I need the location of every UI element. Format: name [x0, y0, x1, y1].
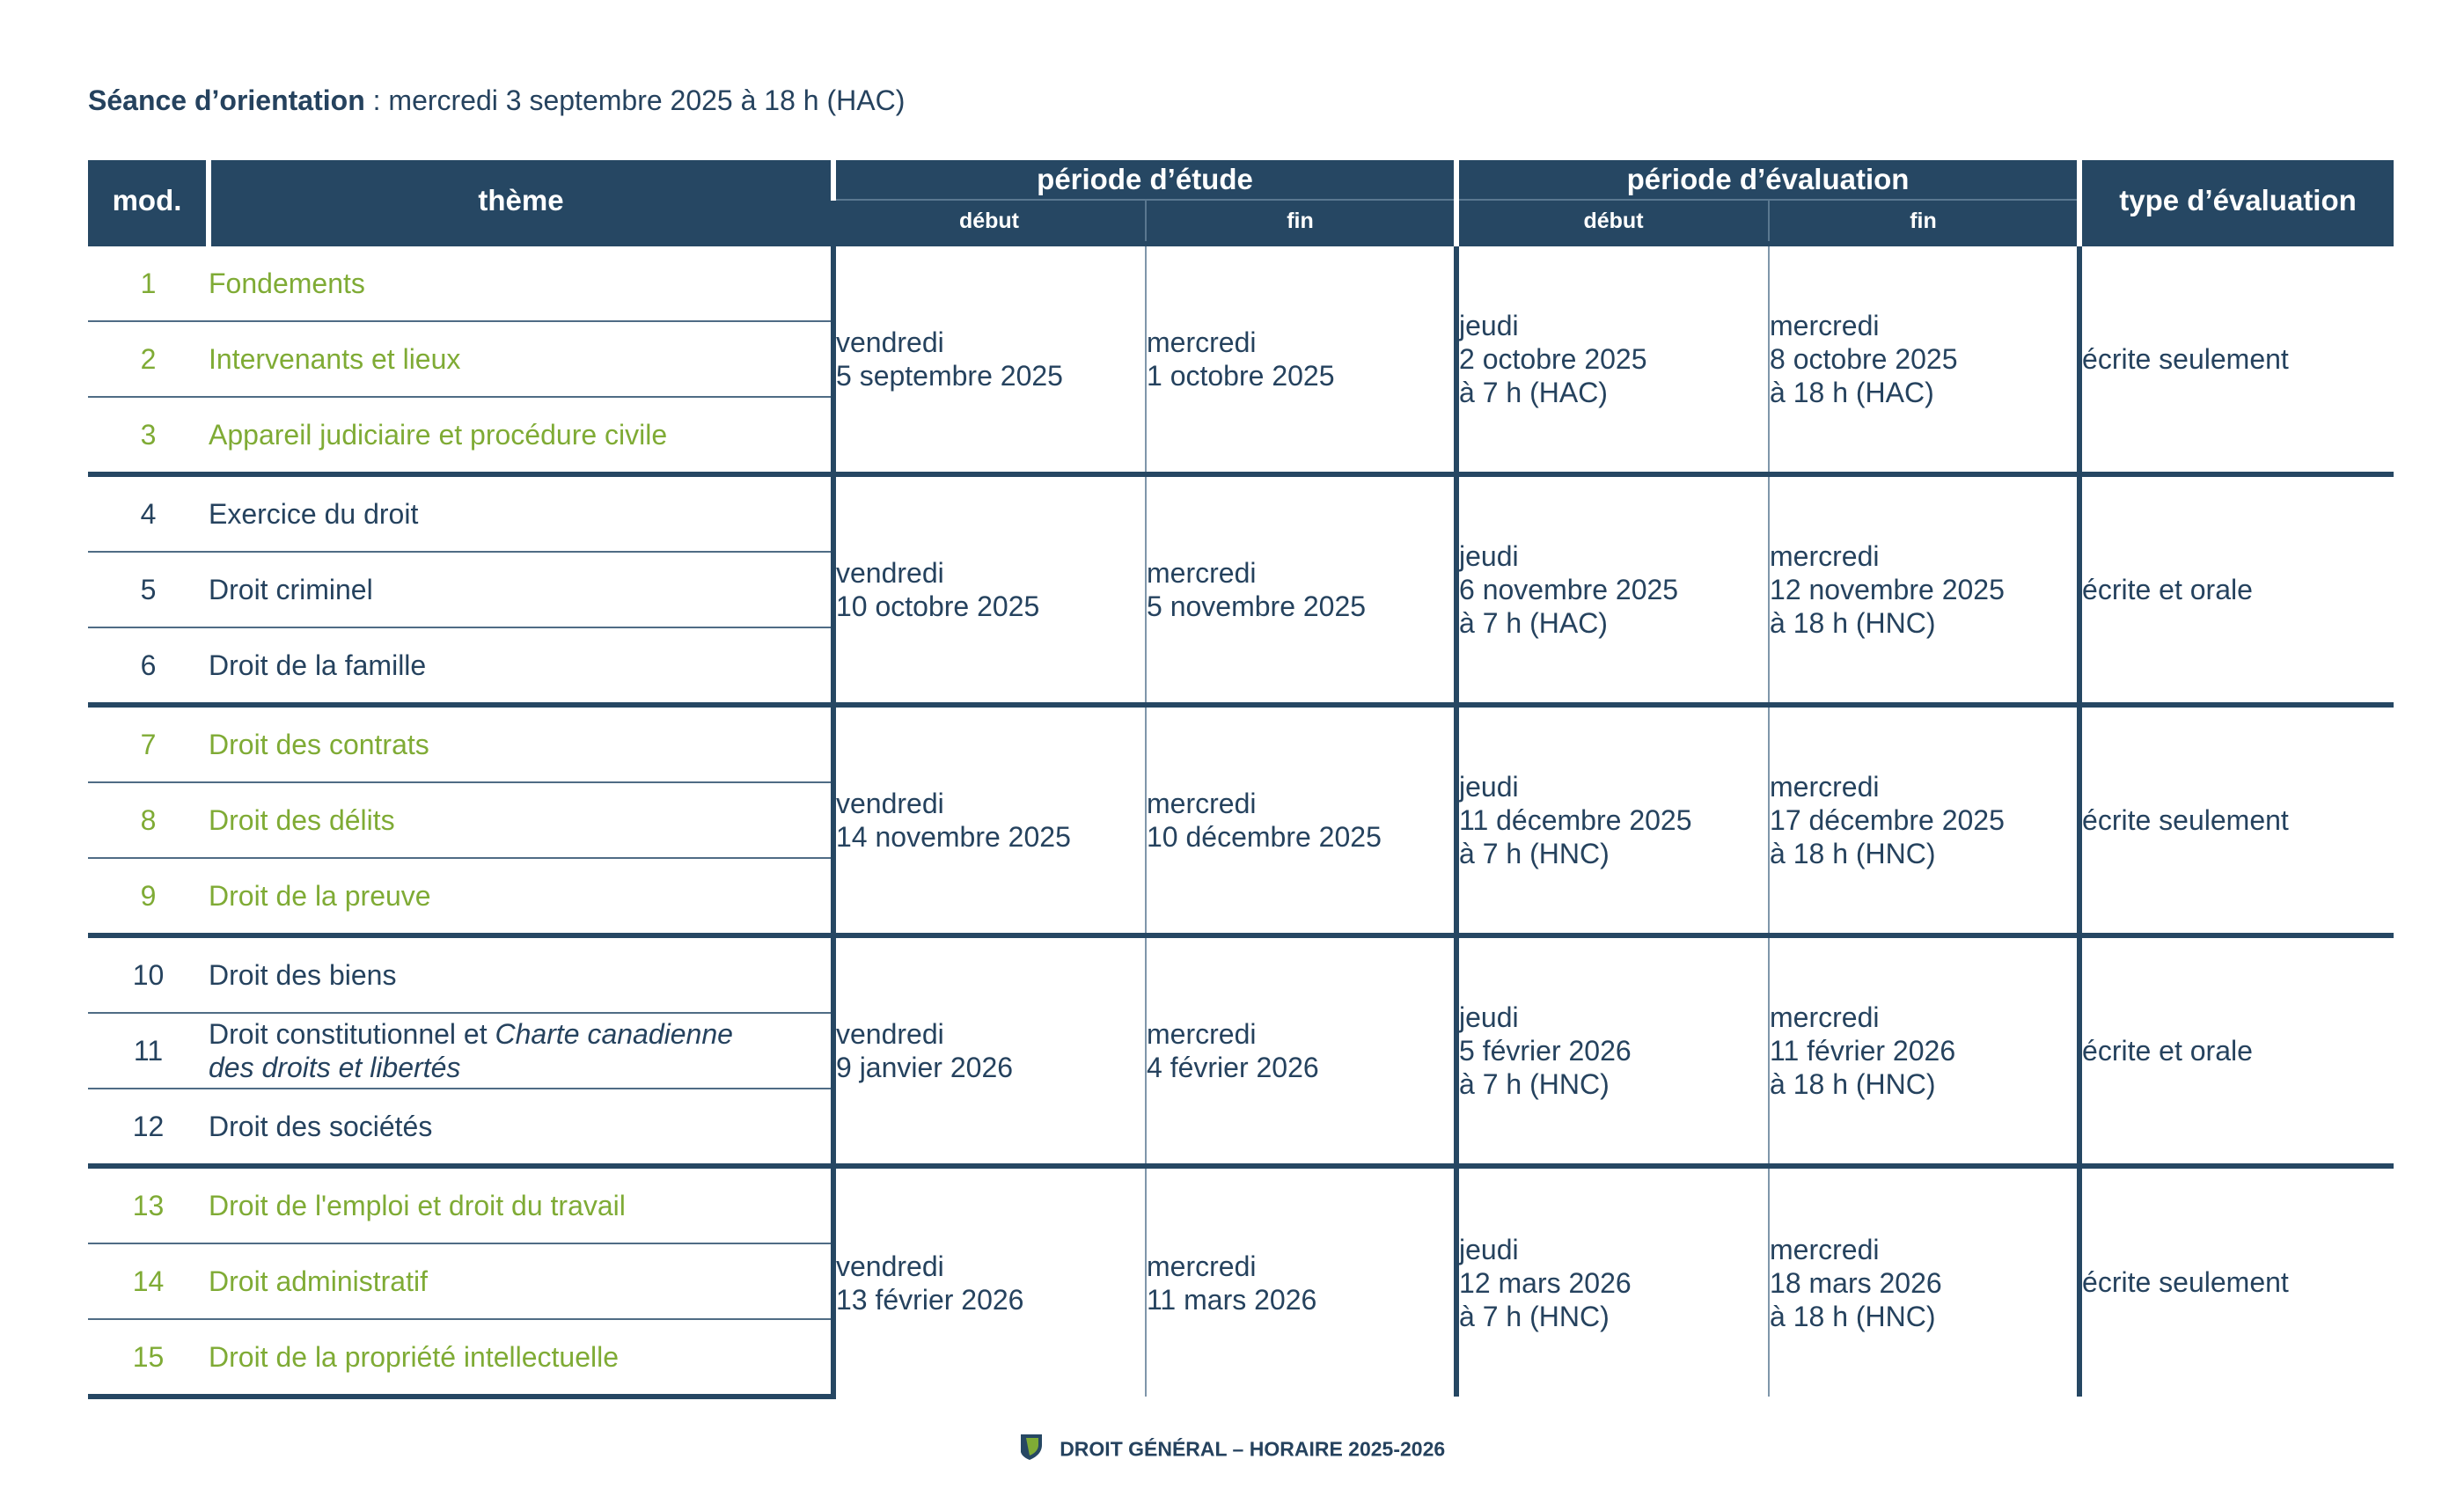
- date-day: mercredi: [1770, 1233, 1880, 1265]
- date-time: à 18 h (HAC): [1770, 377, 1934, 408]
- module-theme: Droit des contrats: [209, 705, 833, 782]
- module-theme: Droit des sociétés: [209, 1089, 833, 1166]
- eval-start-cell: [1456, 935, 1769, 1166]
- date-time: à 18 h (HNC): [1770, 1300, 1936, 1332]
- date-value: 2 octobre 2025: [1459, 343, 1647, 375]
- module-theme: Droit de la preuve: [209, 858, 833, 935]
- date-day: jeudi: [1459, 1233, 1519, 1265]
- date-value: 9 janvier 2026: [836, 1052, 1014, 1083]
- date-value: 12 novembre 2025: [1770, 574, 2005, 605]
- date-time: à 18 h (HNC): [1770, 1068, 1936, 1100]
- date-day: mercredi: [1147, 788, 1257, 819]
- module-number: 9: [88, 858, 209, 935]
- date-value: 10 décembre 2025: [1147, 821, 1382, 853]
- eval-end-cell: [1769, 244, 2079, 474]
- date-value: 6 novembre 2025: [1459, 574, 1679, 605]
- header-eval-end: fin: [1769, 200, 2079, 244]
- date-day: mercredi: [1147, 1018, 1257, 1050]
- date-day: mercredi: [1770, 310, 1880, 341]
- orientation-line: [88, 84, 905, 117]
- date-value: 11 décembre 2025: [1459, 804, 1692, 836]
- date-value: 5 novembre 2025: [1147, 590, 1367, 622]
- module-theme: Exercice du droit: [209, 474, 833, 552]
- date-time: à 18 h (HNC): [1770, 838, 1936, 869]
- date-value: 1 octobre 2025: [1147, 360, 1335, 392]
- study-end-cell: [1146, 935, 1456, 1166]
- study-start-cell: [833, 1166, 1146, 1397]
- date-time: à 7 h (HNC): [1459, 1300, 1610, 1332]
- date-value: 4 février 2026: [1147, 1052, 1319, 1083]
- module-number: 5: [88, 552, 209, 627]
- study-start-cell: [833, 935, 1146, 1166]
- date-value: 14 novembre 2025: [836, 821, 1071, 853]
- orientation-label: Séance d’orientation: [88, 84, 365, 116]
- eval-end-cell: [1769, 705, 2079, 935]
- module-number: 13: [88, 1166, 209, 1243]
- eval-start-cell: [1456, 474, 1769, 705]
- study-start-cell: [833, 474, 1146, 705]
- date-day: vendredi: [836, 1018, 944, 1050]
- module-number: 2: [88, 321, 209, 397]
- date-value: 17 décembre 2025: [1770, 804, 2005, 836]
- module-number: 3: [88, 397, 209, 474]
- study-end-cell: [1146, 705, 1456, 935]
- module-theme: Droit des délits: [209, 782, 833, 858]
- eval-type-cell: écrite seulement: [2079, 705, 2394, 935]
- date-day: mercredi: [1770, 771, 1880, 803]
- eval-end-cell: [1769, 935, 2079, 1166]
- date-day: vendredi: [836, 1250, 944, 1282]
- eval-type-cell: écrite et orale: [2079, 474, 2394, 705]
- eval-type-cell: écrite et orale: [2079, 935, 2394, 1166]
- header-study-period: période d’étude: [833, 160, 1456, 200]
- date-value: 8 octobre 2025: [1770, 343, 1958, 375]
- header-theme: thème: [209, 160, 833, 244]
- footer-text: DROIT GÉNÉRAL – HORAIRE 2025-2026: [1060, 1437, 1446, 1461]
- theme-italic-part: des droits et libertés: [209, 1052, 461, 1083]
- date-value: 10 octobre 2025: [836, 590, 1040, 622]
- shield-logo-icon: [1019, 1433, 1044, 1466]
- table-row: [88, 1166, 2394, 1243]
- date-value: 11 mars 2026: [1147, 1283, 1317, 1316]
- header-eval-start: début: [1456, 200, 1769, 244]
- eval-start-cell: [1456, 705, 1769, 935]
- table-row: [88, 474, 2394, 552]
- date-day: mercredi: [1147, 326, 1257, 358]
- eval-start-cell: [1456, 244, 1769, 474]
- module-theme: Droit de la famille: [209, 627, 833, 705]
- module-number: 4: [88, 474, 209, 552]
- date-day: mercredi: [1770, 540, 1880, 572]
- table-row: [88, 705, 2394, 782]
- date-day: mercredi: [1147, 557, 1257, 589]
- header-study-start: début: [833, 200, 1146, 244]
- eval-start-cell: [1456, 1166, 1769, 1397]
- table-row: [88, 244, 2394, 321]
- date-value: 5 février 2026: [1459, 1035, 1632, 1067]
- footer: [0, 1433, 2464, 1466]
- module-theme: Droit de l'emploi et droit du travail: [209, 1166, 833, 1243]
- date-day: jeudi: [1459, 540, 1519, 572]
- module-theme: Droit administratif: [209, 1243, 833, 1319]
- date-day: vendredi: [836, 788, 944, 819]
- date-day: vendredi: [836, 557, 944, 589]
- header-mod: mod.: [88, 160, 209, 244]
- date-value: 12 mars 2026: [1459, 1266, 1632, 1299]
- date-time: à 7 h (HNC): [1459, 1068, 1610, 1100]
- orientation-text: : mercredi 3 septembre 2025 à 18 h (HAC): [364, 84, 906, 116]
- date-time: à 7 h (HAC): [1459, 607, 1608, 639]
- header-eval-period: période d’évaluation: [1456, 160, 2079, 200]
- module-number: 7: [88, 705, 209, 782]
- module-theme: Fondements: [209, 244, 833, 321]
- eval-type-cell: écrite seulement: [2079, 1166, 2394, 1397]
- theme-part: Droit constitutionnel et: [209, 1018, 495, 1050]
- study-end-cell: [1146, 1166, 1456, 1397]
- date-time: à 7 h (HAC): [1459, 377, 1608, 408]
- module-theme: Intervenants et lieux: [209, 321, 833, 397]
- study-end-cell: [1146, 474, 1456, 705]
- study-end-cell: [1146, 244, 1456, 474]
- theme-italic-part: Charte canadienne: [495, 1018, 733, 1050]
- date-value: 5 septembre 2025: [836, 360, 1063, 392]
- module-theme: Droit criminel: [209, 552, 833, 627]
- module-number: 8: [88, 782, 209, 858]
- eval-end-cell: [1769, 474, 2079, 705]
- module-number: 14: [88, 1243, 209, 1319]
- eval-type-cell: écrite seulement: [2079, 244, 2394, 474]
- study-start-cell: [833, 705, 1146, 935]
- date-value: 18 mars 2026: [1770, 1266, 1942, 1299]
- study-start-cell: [833, 244, 1146, 474]
- date-time: à 7 h (HNC): [1459, 838, 1610, 869]
- date-day: vendredi: [836, 326, 944, 358]
- header-eval-type: type d’évaluation: [2079, 160, 2394, 244]
- header-study-end: fin: [1146, 200, 1456, 244]
- module-theme: Appareil judiciaire et procédure civile: [209, 397, 833, 474]
- date-day: mercredi: [1147, 1250, 1257, 1282]
- date-day: jeudi: [1459, 310, 1519, 341]
- date-day: jeudi: [1459, 771, 1519, 803]
- module-theme: Droit de la propriété intellectuelle: [209, 1319, 833, 1397]
- module-number: 6: [88, 627, 209, 705]
- date-value: 13 février 2026: [836, 1283, 1024, 1316]
- module-number: 15: [88, 1319, 209, 1397]
- module-theme: Droit des biens: [209, 935, 833, 1013]
- module-number: 10: [88, 935, 209, 1013]
- date-value: 11 février 2026: [1770, 1035, 1956, 1067]
- schedule-table: [88, 160, 2394, 1399]
- date-day: jeudi: [1459, 1001, 1519, 1033]
- eval-end-cell: [1769, 1166, 2079, 1397]
- module-number: 1: [88, 244, 209, 321]
- module-number: 11: [88, 1013, 209, 1089]
- date-day: mercredi: [1770, 1001, 1880, 1033]
- date-time: à 18 h (HNC): [1770, 607, 1936, 639]
- table-row: [88, 935, 2394, 1013]
- module-theme: [209, 1013, 833, 1089]
- module-number: 12: [88, 1089, 209, 1166]
